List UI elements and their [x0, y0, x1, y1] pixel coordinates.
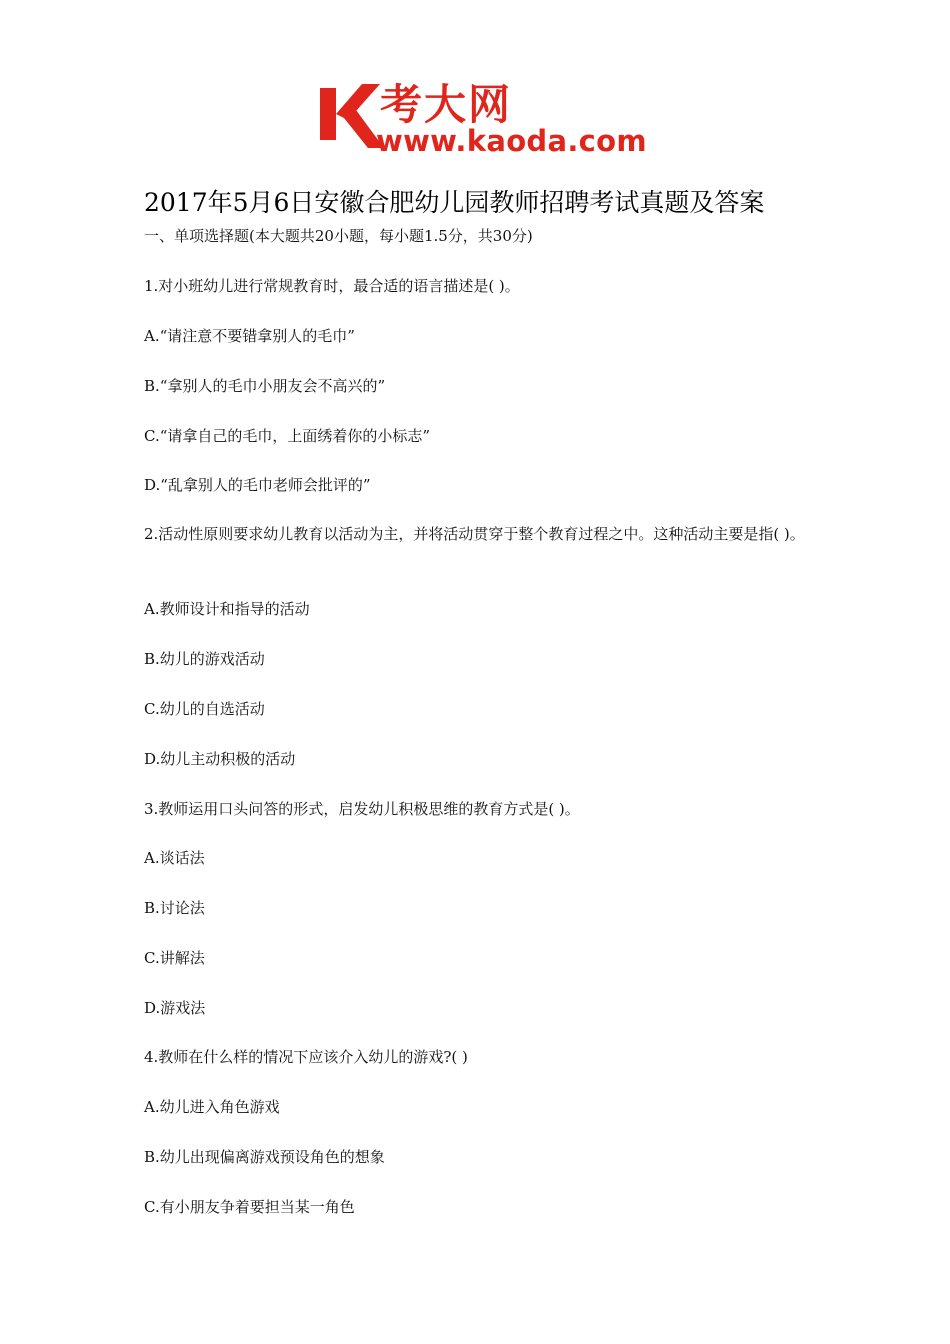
answer-option: C.幼儿的自选活动 — [144, 700, 265, 718]
answer-option: A.幼儿进入角色游戏 — [144, 1098, 280, 1116]
answer-option: C.“请拿自己的毛巾，上面绣着你的小标志” — [144, 427, 431, 445]
question-stem: 3.教师运用口头问答的形式，启发幼儿积极思维的教育方式是( )。 — [144, 800, 580, 818]
answer-option: D.幼儿主动积极的活动 — [144, 750, 296, 768]
question-stem: 2.活动性原则要求幼儿教育以活动为主，并将活动贯穿于整个教育过程之中。这种活动主要是指( )。 — [144, 525, 805, 543]
logo-url-text: www.kaoda.com — [376, 124, 647, 158]
answer-option: A.谈话法 — [144, 849, 205, 867]
answer-option: B.幼儿出现偏离游戏预设角色的想象 — [144, 1148, 385, 1166]
answer-option: D.“乱拿别人的毛巾老师会批评的” — [144, 476, 371, 494]
answer-option: B.讨论法 — [144, 899, 205, 917]
kaoda-logo — [318, 78, 648, 162]
answer-option: D.游戏法 — [144, 999, 206, 1017]
question-stem: 1.对小班幼儿进行常规教育时，最合适的语言描述是( )。 — [144, 277, 520, 295]
document-title: 2017年5月6日安徽合肥幼儿园教师招聘考试真题及答案 — [144, 188, 765, 217]
answer-option: A.“请注意不要错拿别人的毛巾” — [144, 327, 355, 345]
question-stem: 4.教师在什么样的情况下应该介入幼儿的游戏?( ) — [144, 1048, 468, 1066]
answer-option: B.“拿别人的毛巾小朋友会不高兴的” — [144, 377, 386, 395]
logo-chinese-text: 考大网 — [380, 80, 513, 129]
answer-option: B.幼儿的游戏活动 — [144, 650, 265, 668]
answer-option: A.教师设计和指导的活动 — [144, 600, 310, 618]
section-heading: 一、单项选择题(本大题共20小题，每小题1.5分，共30分) — [144, 227, 533, 245]
answer-option: C.讲解法 — [144, 949, 205, 967]
answer-option: C.有小朋友争着要担当某一角色 — [144, 1198, 355, 1216]
